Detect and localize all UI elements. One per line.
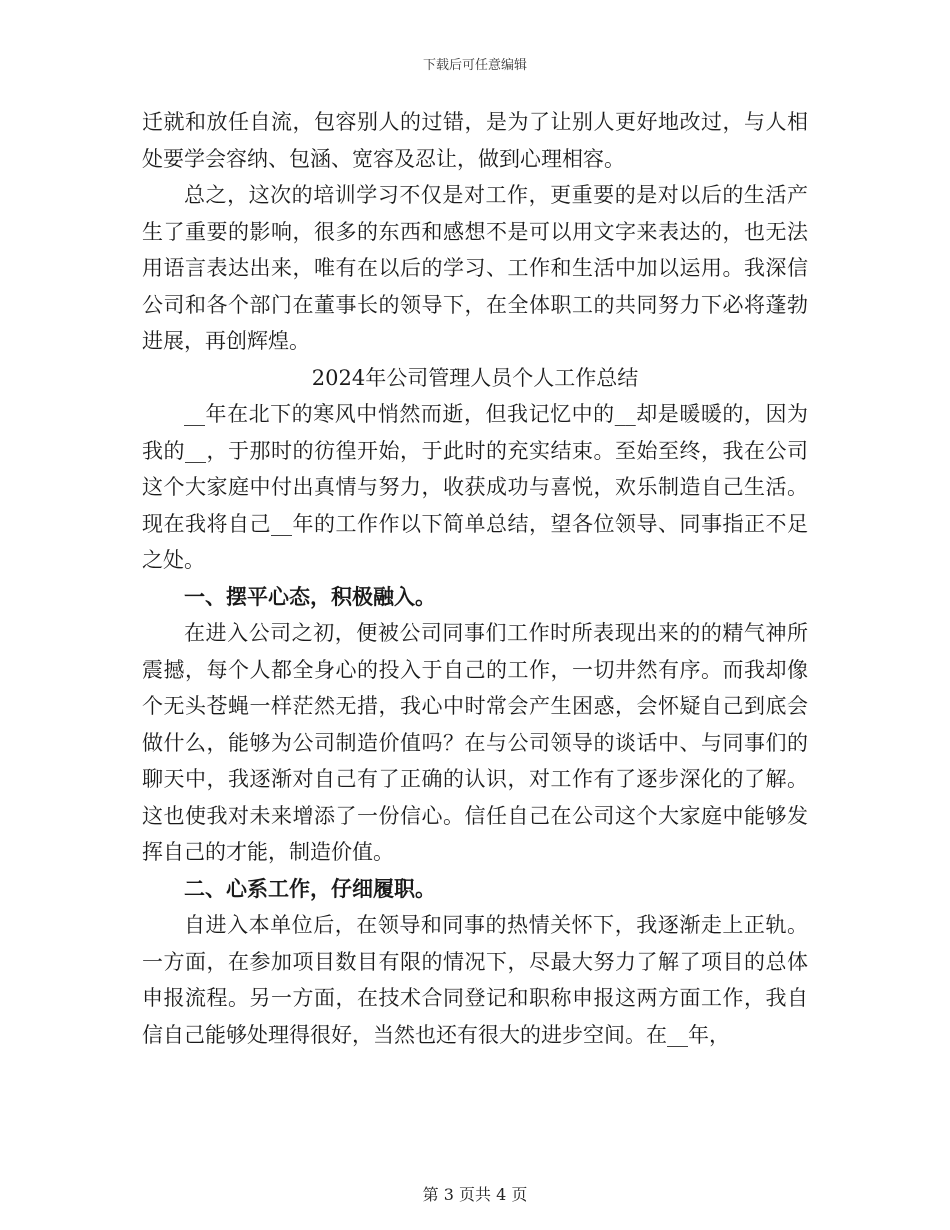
paragraph-3: __年在北下的寒风中悄然而逝，但我记忆中的__却是暖暖的，因为我的__，于那时的彷徨开始，于此时的充实结束。至始至终，我在公司这个大家庭中付出真情与努力，收获成功与喜悦，欢乐制造自己生活。现在我将自己__年的工作作以下简单总结，望各位领导、同事指正不足之处。 [142, 402, 808, 572]
page-header: 下载后可任意编辑 [422, 58, 527, 73]
document-body [142, 104, 808, 1053]
page-footer: 第 3 页共 4 页 [422, 1185, 528, 1204]
document-title: 2024年公司管理人员个人工作总结 [311, 365, 639, 390]
paragraph-2: 总之，这次的培训学习不仅是对工作，更重要的是对以后的生活产生了重要的影响，很多的东西和感想不是可以用文字来表达的，也无法用语言表达出来，唯有在以后的学习、工作和生活中加以运用。我深信公司和各个部门在董事长的领导下，在全体职工的共同努力下必将蓬勃进展，再创辉煌。 [142, 183, 808, 353]
section-heading-1: 一、摆平心态，积极融入。 [184, 583, 436, 609]
paragraph-4: 在进入公司之初，便被公司同事们工作时所表现出来的的精气神所震撼，每个人都全身心的投入于自己的工作，一切井然有序。而我却像个无头苍蝇一样茫然无措，我心中时常会产生困惑，会怀疑自己到底会做什么，能够为公司制造价值吗？在与公司领导的谈话中、与同事们的聊天中，我逐渐对自己有了正确的认识，对工作有了逐步深化的了解。这也使我对未来增添了一份信心。信任自己在公司这个大家庭中能够发挥自己的才能，制造价值。 [142, 621, 808, 864]
section-heading-2: 二、心系工作，仔细履职。 [184, 875, 436, 901]
paragraph-1: 迁就和放任自流，包容别人的过错，是为了让别人更好地改过，与人相处要学会容纳、包涵、宽容及忍让，做到心理相容。 [142, 110, 808, 171]
paragraph-5: 自进入本单位后，在领导和同事的热情关怀下，我逐渐走上正轨。一方面，在参加项目数目有限的情况下，尽最大努力了解了项目的总体申报流程。另一方面，在技术合同登记和职称申报这两方面工作，我自信自己能够处理得很好，当然也还有很大的进步空间。在__年， [142, 913, 808, 1047]
